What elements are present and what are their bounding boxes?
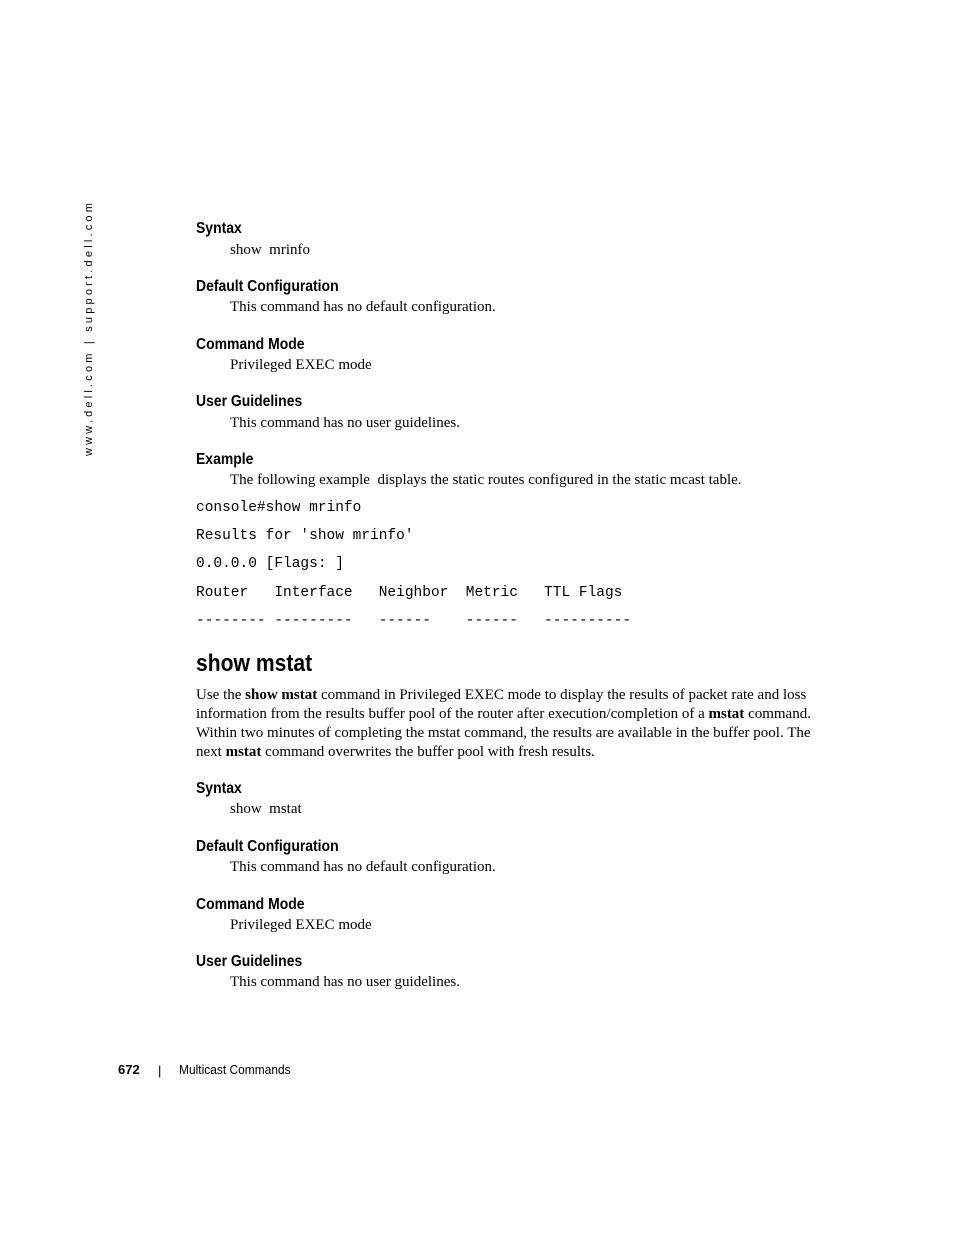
code-line: -------- --------- ------ ------ ---------- xyxy=(196,613,632,629)
mstat-syntax-heading: Syntax xyxy=(196,780,242,797)
section-title: show mstat xyxy=(196,650,313,677)
page-number: 672 xyxy=(118,1062,140,1077)
mstat-guidelines-text: This command has no user guidelines. xyxy=(230,974,460,990)
mrinfo-default-heading: Default Configuration xyxy=(196,278,339,295)
mstat-guidelines-heading: User Guidelines xyxy=(196,953,303,970)
mrinfo-mode-text: Privileged EXEC mode xyxy=(230,357,372,373)
mstat-mode-heading: Command Mode xyxy=(196,896,305,913)
code-line: Results for 'show mrinfo' xyxy=(196,528,414,544)
mstat-mode-text: Privileged EXEC mode xyxy=(230,917,372,933)
mstat-syntax: show mstat xyxy=(230,801,302,817)
mstat-default-text: This command has no default configuration. xyxy=(230,859,496,875)
mstat-default-heading: Default Configuration xyxy=(196,838,339,855)
code-line: 0.0.0.0 [Flags: ] xyxy=(196,556,344,572)
footer-separator: | xyxy=(158,1063,162,1078)
mrinfo-guidelines-heading: User Guidelines xyxy=(196,393,303,410)
footer-section: Multicast Commands xyxy=(179,1062,291,1077)
mrinfo-guidelines-text: This command has no user guidelines. xyxy=(230,415,460,431)
sidebar-url: www.dell.com | support.dell.com xyxy=(83,199,95,456)
code-line: Router Interface Neighbor Metric TTL Flags xyxy=(196,585,623,601)
mrinfo-example-heading: Example xyxy=(196,451,254,468)
mrinfo-default-text: This command has no default configuration. xyxy=(230,299,496,315)
code-line: console#show mrinfo xyxy=(196,500,362,516)
mrinfo-example-text: The following example displays the static routes configured in the static mcast table. xyxy=(230,472,742,488)
mrinfo-syntax: show mrinfo xyxy=(230,242,310,258)
mrinfo-mode-heading: Command Mode xyxy=(196,336,305,353)
mrinfo-syntax-heading: Syntax xyxy=(196,220,242,237)
section-description: Use the show mstat command in Privileged EXEC mode to display the results of packet rate and loss information from the results buffer pool of the router after execution/completion of a mstat command. Within two minutes of completing the mstat command, the results are available in the buffer pool. The next mstat command overwrites the buffer pool with fresh results. xyxy=(196,687,811,760)
